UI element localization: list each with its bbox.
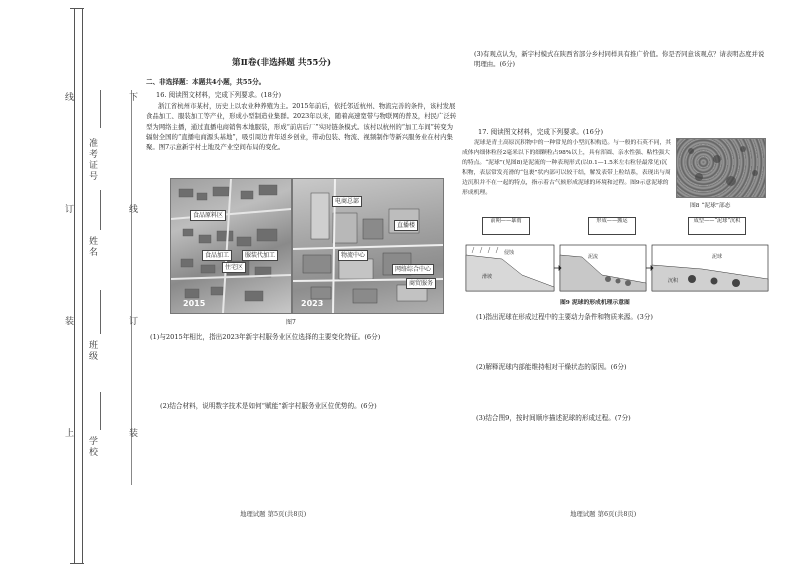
stage-label-2: 形成——搬运 — [596, 218, 628, 224]
q17-1: (1)指出泥球在形成过程中的主要动力条件和物质来源。(3分) — [476, 313, 653, 321]
figure-9 — [462, 213, 772, 293]
fig7-label-5: 电商总部 — [332, 196, 362, 207]
cut-word-5: 下 — [127, 92, 137, 103]
cut-word-2: 订 — [63, 204, 73, 215]
fig9-label-mudflow: 泥流 — [588, 254, 599, 260]
binding-line-inner — [131, 90, 132, 485]
stage-box-2 — [588, 217, 636, 235]
right-footer: 地理试题 第6页(共8页) — [570, 510, 637, 518]
fig9-panels — [462, 235, 772, 295]
fig9-label-mudball: 泥球 — [712, 254, 723, 260]
fig9-label-deposit: 沉积 — [668, 278, 679, 284]
year-2015: 2015 — [183, 299, 206, 308]
class-label: 班级 — [87, 340, 97, 362]
cut-word-4: 上 — [63, 428, 73, 439]
binding-margin — [0, 0, 140, 573]
name-field[interactable] — [100, 190, 101, 230]
fig7-label-7: 物流中心 — [338, 250, 368, 261]
section-header: 二、非选择题：本题共4小题，共55分。 — [146, 78, 266, 86]
exam-no-label: 准考证号 — [87, 138, 97, 182]
q16-2: (2)结合材料，说明数字技术是如何“赋能”新宇村服务业区位优势的。(6分) — [160, 402, 377, 410]
binding-slant-2 — [70, 563, 84, 564]
photo-2015 — [170, 178, 292, 314]
cut-word-8: 装 — [127, 428, 137, 439]
fig9-label-erosion: 侵蚀 — [504, 250, 515, 256]
section-title: 第Ⅱ卷(非选择题 共55分) — [232, 58, 332, 68]
q17-intro: 17. 阅读图文材料，完成下列要求。(16分) — [478, 128, 604, 136]
fig7-label-9: 商贸服务 — [406, 278, 436, 289]
q16-1: (1)与2015年相比，指出2023年新宇村服务业区位选择的主要变化特征。(6分) — [150, 333, 381, 341]
fig7-label-1: 食品原料区 — [190, 210, 226, 221]
exam-no-field[interactable] — [100, 90, 101, 128]
mudball-texture — [677, 139, 765, 197]
q17-3: (3)结合图9，按时间顺序描述泥球的形成过程。(7分) — [476, 414, 631, 422]
year-2023: 2023 — [301, 299, 324, 308]
aerial-2015-drawing — [171, 179, 291, 313]
fig9-caption: 图9 泥球的形成机理示意图 — [560, 300, 630, 306]
binding-slant-1 — [70, 8, 84, 9]
class-field[interactable] — [100, 290, 101, 334]
fig8-caption: 图8 “泥球”部态 — [690, 203, 731, 209]
left-footer: 地理试题 第5页(共8页) — [240, 510, 307, 518]
school-label: 学校 — [87, 436, 97, 458]
cut-word-7: 订 — [127, 316, 137, 327]
q16-intro: 16. 阅读图文材料，完成下列要求。(18分) — [156, 91, 282, 99]
q16-3: (3)有观点认为，新宇村模式在陕西省部分乡村同样具有推广价值。你是否同意该观点？请表明态度并说明理由。(6分) — [474, 50, 765, 69]
fig9-label-landslide: 滑坡 — [482, 274, 493, 280]
stage-label-3: 成型——“泥球”沉积 — [693, 218, 741, 224]
figure-7 — [170, 178, 442, 314]
q17-material: 泥球是青土高原沉积物中的一种常见的小型沉积构造。与一般的石英不同，其成体内细体粒径2毫米以下的细颗粒占98%以上，具有浑圆、亲水性强、粘性强大的特点。“泥球”(见图8)是泥流的一种表现形式(以0.1—1.5米左右粒径最常见)沉积物，表层常发亮滑的“包裹”状内部可以较干结，解发表带上粒结系，表现出与周边沉积并不在一起的特点，指示着古气候形成泥球的环境和过程。图9示意泥球的形成机理。 — [462, 140, 672, 197]
photo-2023 — [292, 178, 444, 314]
fig7-label-8: 网络综合中心 — [392, 264, 434, 275]
stage-box-1 — [482, 217, 530, 235]
fig7-label-3: 服装代加工 — [242, 250, 278, 261]
fig7-label-2: 食品加工 — [202, 250, 232, 261]
fig7-label-6: 直播楼 — [394, 220, 418, 231]
aerial-2023-drawing — [293, 179, 443, 313]
school-field[interactable] — [100, 392, 101, 430]
name-label: 姓名 — [87, 236, 97, 258]
cut-word-6: 线 — [127, 204, 137, 215]
cut-word-3: 装 — [63, 316, 73, 327]
cut-word-1: 线 — [63, 92, 73, 103]
q16-material: 浙江省杭州市某村，历史上以农业种养殖为主。2015年前后，依托邻近杭州、物流完善的条件，该村发展食品加工、服装加工等产业，形成小型制造业集群。2023年以来，随着高速宽带与物联网的普及，村民广泛转型为网络主播，通过直播电商销售本地服装，形成“前店后厂”实时链条模式。该村以杭州的“加工车间”转变为辐射全国的“直播电商源头基地”，吸引周边青年返乡创业，带动包装、物流、视频制作等新兴服务业在村内集聚。图7示意新宇村土地及产业空间布局的变化。 — [146, 102, 457, 152]
fig7-caption: 图7 — [286, 319, 296, 326]
binding-line-mid — [82, 8, 83, 563]
stage-label-1: 前期——暴雨 — [490, 218, 522, 224]
fig8-photo — [676, 138, 766, 198]
fig7-label-4: 住宅区 — [222, 262, 246, 273]
q17-2: (2)解释泥球内部能维持相对干燥状态的原因。(6分) — [476, 363, 627, 371]
stage-box-3 — [688, 217, 746, 235]
